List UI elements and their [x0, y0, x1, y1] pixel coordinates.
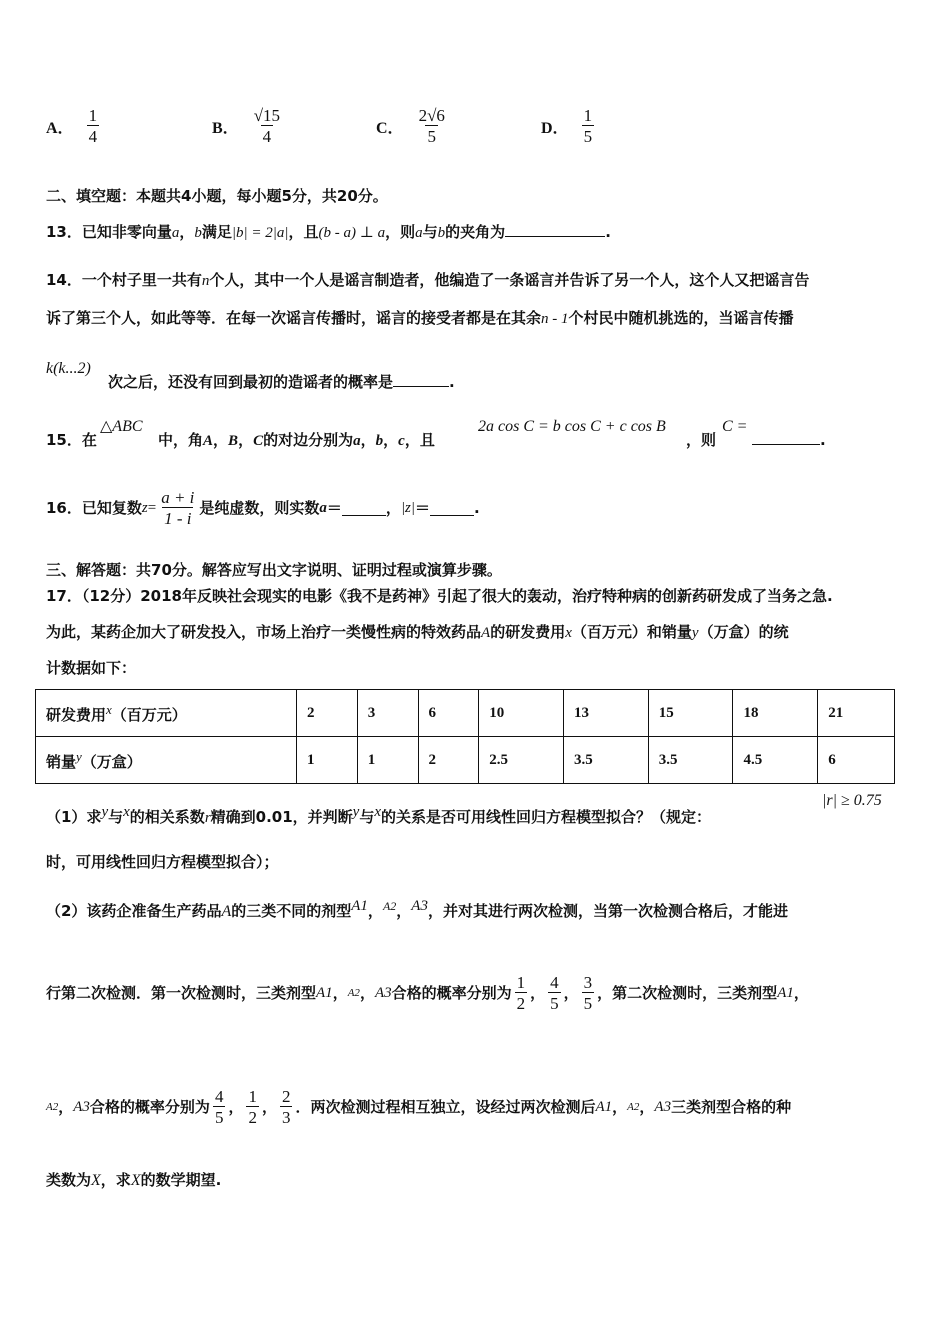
p2-l2a: 行第二次检测．第一次检测时，三类剂型: [46, 984, 317, 1002]
q17-line2: [46, 622, 789, 643]
q16-den: 1 - i: [164, 509, 192, 528]
q15-sc: c: [398, 433, 405, 449]
row1-var: x: [106, 701, 112, 717]
p2-frac-6: [280, 1087, 293, 1127]
p2-comma-1: ，: [367, 902, 383, 920]
table-cell: 3.5: [563, 737, 648, 784]
frac-num: 4: [214, 1087, 224, 1106]
table-cell: 3: [357, 690, 418, 737]
q16-av: a: [319, 500, 327, 516]
q13-b2: b: [437, 225, 446, 241]
q16-sep: ，: [385, 499, 401, 517]
q14-l1b: 个人，其中一个人是谣言制造者，他编造了一条谣言并告诉了另一个人，这个人又把谣言告: [209, 271, 810, 289]
p2-l3-A3b: A3: [654, 1099, 672, 1115]
q15-A: A: [203, 433, 214, 449]
q15-a: 15．在: [46, 431, 97, 449]
part1-line1: [46, 802, 711, 828]
p2-l2-comma-5: ，: [793, 984, 809, 1002]
option-a: [46, 106, 102, 146]
p2-l3c: ．两次检测过程相互独立，设经过两次检测后: [295, 1098, 596, 1116]
table-cell: 1: [297, 737, 358, 784]
q14-l2b: 个村民中随机挑选的，当谣言传播: [568, 309, 794, 327]
q13-a2: a: [415, 225, 423, 241]
p1-y2: y: [352, 804, 360, 820]
q14-n: n: [201, 273, 210, 289]
section3-title: 三、解答题：共70分。解答应写出文字说明、证明过程或演算步骤。: [46, 561, 502, 579]
p2-A2: A2: [382, 899, 397, 913]
q17-l2b: 的研发费用: [490, 623, 566, 641]
option-b-label: B．: [212, 119, 239, 137]
question-13: [46, 222, 611, 243]
p2-frac-3: [582, 973, 595, 1013]
p1-x2: x: [374, 804, 382, 820]
q15-c4: ，: [383, 431, 399, 449]
frac-den: 2: [248, 1108, 257, 1127]
q15-tri: △ABC: [100, 418, 143, 435]
p2-l3-A3: A3: [73, 1099, 90, 1115]
q17-A: A: [481, 625, 491, 641]
q15-ceq: C =: [722, 418, 748, 435]
q13-a: a: [171, 225, 180, 241]
frac-den: 5: [550, 994, 559, 1013]
q15-triangle: [100, 416, 143, 437]
q14-l1a: 14．一个村子里一共有: [46, 271, 202, 289]
p1-condition: [822, 790, 882, 811]
part2-line1: [46, 896, 788, 922]
q15-sb: b: [375, 433, 384, 449]
q17-l2c: （百万元）和销量: [571, 623, 692, 641]
q17-x: x: [565, 625, 572, 641]
part2-line2: [46, 968, 809, 1018]
q16-fraction: [159, 488, 196, 528]
option-a-label: A．: [46, 119, 74, 137]
p2-l3-comma-5: ，: [639, 1098, 655, 1116]
option-b-den: 4: [262, 127, 272, 146]
q16-b: 是纯虚数，则实数: [199, 499, 320, 517]
table-cell: 10: [479, 690, 564, 737]
option-c-num: 2√6: [418, 106, 445, 125]
q14-l2a: 诉了第三个人，如此等等．在每一次谣言传播时，谣言的接受者都是在其余: [46, 309, 542, 327]
q14-answer-blank[interactable]: [393, 372, 449, 387]
row1-label-a: 研发费用: [46, 705, 107, 724]
q17-y: y: [691, 625, 699, 641]
question-14-line3: [108, 372, 455, 392]
section2-title: 二、填空题：本题共4小题，每小题5分，共20分。: [46, 187, 388, 205]
p2-l2-comma-2: ，: [359, 984, 375, 1002]
p1-cond: |r| ≥ 0.75: [822, 792, 882, 809]
p2-l3-comma-2: ，: [228, 1098, 244, 1116]
table-row1-header: [36, 690, 297, 737]
q15-answer-blank[interactable]: [752, 430, 820, 445]
p2-l3-comma-1: ，: [58, 1098, 74, 1116]
p2-X: X: [91, 1172, 101, 1189]
question-15-c: [686, 430, 716, 450]
p2-l2-comma-3: ，: [530, 984, 546, 1002]
frac-num: 4: [550, 973, 559, 992]
table-cell: 15: [648, 690, 733, 737]
frac-num: 1: [516, 973, 526, 992]
q15-d: ，且: [404, 431, 435, 449]
q13-prefix: 13．已知非零向量: [46, 223, 172, 241]
q13-and: ，且: [288, 223, 319, 241]
table-cell: 21: [818, 690, 895, 737]
p2-frac-1: [515, 973, 528, 1013]
q15-c-eq: [722, 416, 747, 437]
p1-f: 的关系是否可用线性回归方程模型拟合？（规定：: [381, 808, 712, 826]
question-14-line1: [46, 270, 809, 291]
option-c-fraction: [417, 106, 447, 146]
p2-l3-A1: A1: [595, 1099, 613, 1115]
q15-c2: ，: [238, 431, 254, 449]
option-c: [376, 106, 450, 146]
q16-a: 16．已知复数: [46, 499, 142, 517]
part1-line2: 时，可用线性回归方程模型拟合）；: [46, 853, 279, 871]
p2-frac-5: [246, 1087, 259, 1127]
p2-A3: A3: [411, 898, 428, 914]
p1-r: r: [204, 810, 211, 826]
p2-l4b: ，求: [100, 1171, 131, 1189]
q17-l2a: 为此，某药企加大了研发投入，市场上治疗一类慢性病的特效药品: [46, 623, 482, 641]
q13-with: 与: [422, 223, 438, 241]
p2-A: A: [221, 903, 232, 920]
q14-l3: 次之后，还没有回到最初的造谣者的概率是: [108, 373, 394, 391]
table-row2-header: [36, 737, 297, 784]
p2-l3-comma-3: ，: [261, 1098, 277, 1116]
q15-eq: 2a cos C = b cos C + c cos B: [478, 418, 666, 435]
p2-l3-comma-4: ，: [612, 1098, 628, 1116]
table-row: [36, 690, 895, 737]
p1-b: 与: [108, 808, 124, 826]
p2-frac-2: [548, 973, 561, 1013]
frac-num: 1: [248, 1087, 257, 1106]
option-b: [212, 106, 285, 146]
option-c-den: 5: [427, 127, 436, 146]
q13-sep: ，: [179, 223, 195, 241]
row2-label-a: 销量: [46, 752, 77, 771]
q15-c1: ，: [213, 431, 229, 449]
option-b-fraction: [252, 106, 282, 146]
frac-num: 3: [583, 973, 593, 992]
table-cell: 6: [818, 737, 895, 784]
q13-end: .: [605, 223, 611, 241]
q17-l2d: （万盒）的统: [698, 623, 789, 641]
option-a-fraction: [87, 106, 100, 146]
option-b-num: √15: [253, 106, 281, 125]
row2-var: y: [76, 748, 82, 764]
option-d: [541, 106, 597, 146]
q15-c3: ，: [360, 431, 376, 449]
q16-end: .: [474, 499, 480, 517]
q14-k-expr: k(k...2): [46, 360, 91, 377]
table-cell: 13: [563, 690, 648, 737]
p1-a: （1）求: [46, 808, 102, 826]
question-14-line2: [46, 308, 794, 329]
q14-k: [46, 358, 91, 379]
p2-X2: X: [130, 1172, 141, 1189]
q14-n1: n - 1: [541, 311, 569, 327]
table-cell: 1: [357, 737, 418, 784]
q13-mid: 满足: [201, 223, 232, 241]
q15-B: B: [228, 433, 239, 449]
q17-line3: 计数据如下：: [46, 659, 137, 677]
q13-then: ，则: [385, 223, 416, 241]
q17-line1: 17．（12分）2018年反映社会现实的电影《我不是药神》引起了很大的轰动，治疗特种病的创新药研发成了当务之急.: [46, 587, 833, 605]
data-table: [35, 689, 895, 784]
q13-b: b: [194, 225, 202, 241]
option-d-fraction: [582, 106, 595, 146]
q13-eq: |b| = 2|a|: [231, 225, 289, 241]
q16-eqs: =: [147, 500, 157, 516]
question-15-b: [158, 430, 435, 451]
p2-frac-4: [213, 1087, 226, 1127]
p2-l3-A2b: A2: [627, 1101, 640, 1113]
table-row: [36, 737, 895, 784]
table-cell: 6: [418, 690, 479, 737]
option-d-label: D．: [541, 119, 569, 137]
p1-d: 精确到0.01，并判断: [210, 808, 353, 826]
question-16: [46, 478, 480, 538]
p2-A1: A1: [351, 898, 368, 914]
p2-l2-A1b: A1: [777, 985, 794, 1001]
q15-equation: [478, 416, 666, 437]
p2-l2-A2: A2: [347, 987, 360, 999]
q15-C: C: [253, 433, 264, 449]
p2-l2b: 合格的概率分别为: [391, 984, 512, 1002]
frac-den: 3: [281, 1108, 291, 1127]
q15-b: 中，角: [158, 431, 204, 449]
table-cell: 2: [297, 690, 358, 737]
part2-line4: [46, 1170, 221, 1191]
p2-b: 的三类不同的剂型: [231, 902, 352, 920]
p2-c: ，并对其进行两次检测，当第一次检测合格后，才能进: [427, 902, 788, 920]
frac-den: 5: [214, 1108, 224, 1127]
option-d-den: 5: [583, 127, 593, 146]
part2-line3: [46, 1082, 791, 1132]
p2-l3d: 三类剂型合格的种: [671, 1098, 792, 1116]
p2-l2c: ，第二次检测时，三类剂型: [597, 984, 778, 1002]
q16-c: ＝: [326, 499, 342, 517]
p1-e: 与: [359, 808, 375, 826]
frac-den: 2: [516, 994, 526, 1013]
table-cell: 3.5: [648, 737, 733, 784]
question-15-a: [46, 430, 97, 450]
q14-end: .: [449, 373, 455, 391]
p2-l4a: 类数为: [46, 1171, 92, 1189]
frac-num: 2: [281, 1087, 291, 1106]
p2-l3-A2: A2: [46, 1101, 59, 1113]
p2-l2-comma-1: ，: [332, 984, 348, 1002]
q13-answer-blank[interactable]: [505, 222, 605, 237]
p2-a: （2）该药企准备生产药品: [46, 902, 222, 920]
q13-tail: 的夹角为: [445, 223, 506, 241]
p2-l4c: 的数学期望.: [140, 1171, 222, 1189]
p2-l2-A3: A3: [374, 985, 392, 1001]
q16-z: z: [141, 500, 148, 516]
q15-sa: a: [353, 433, 361, 449]
frac-den: 5: [583, 994, 593, 1013]
p1-c: 的相关系数: [129, 808, 205, 826]
q16-answer-blank-1[interactable]: [342, 501, 386, 516]
table-cell: 2: [418, 737, 479, 784]
q13-perp: (b - a) ⊥ a: [318, 225, 386, 241]
q16-abs: |z|: [400, 500, 416, 516]
option-c-label: C．: [376, 119, 404, 137]
q15-answer: [752, 430, 826, 450]
option-d-num: 1: [583, 106, 593, 125]
table-cell: 18: [733, 690, 818, 737]
q15-c: 的对边分别为: [263, 431, 354, 449]
q16-d: ＝: [415, 499, 431, 517]
q15-e: ，则: [686, 431, 717, 449]
p2-comma-2: ，: [396, 902, 412, 920]
row1-label-b: （百万元）: [111, 705, 187, 724]
table-cell: 2.5: [479, 737, 564, 784]
table-cell: 4.5: [733, 737, 818, 784]
option-a-num: 1: [88, 106, 98, 125]
q15-end: .: [820, 431, 826, 449]
p2-l3b: 合格的概率分别为: [89, 1098, 210, 1116]
row2-label-b: （万盒）: [81, 752, 142, 771]
option-a-den: 4: [88, 127, 98, 146]
p1-x: x: [123, 804, 130, 820]
p2-l2-A1: A1: [316, 985, 333, 1001]
p2-l2-comma-4: ，: [563, 984, 579, 1002]
q16-answer-blank-2[interactable]: [430, 501, 474, 516]
p1-y: y: [101, 804, 109, 820]
q16-num: a + i: [161, 488, 195, 507]
